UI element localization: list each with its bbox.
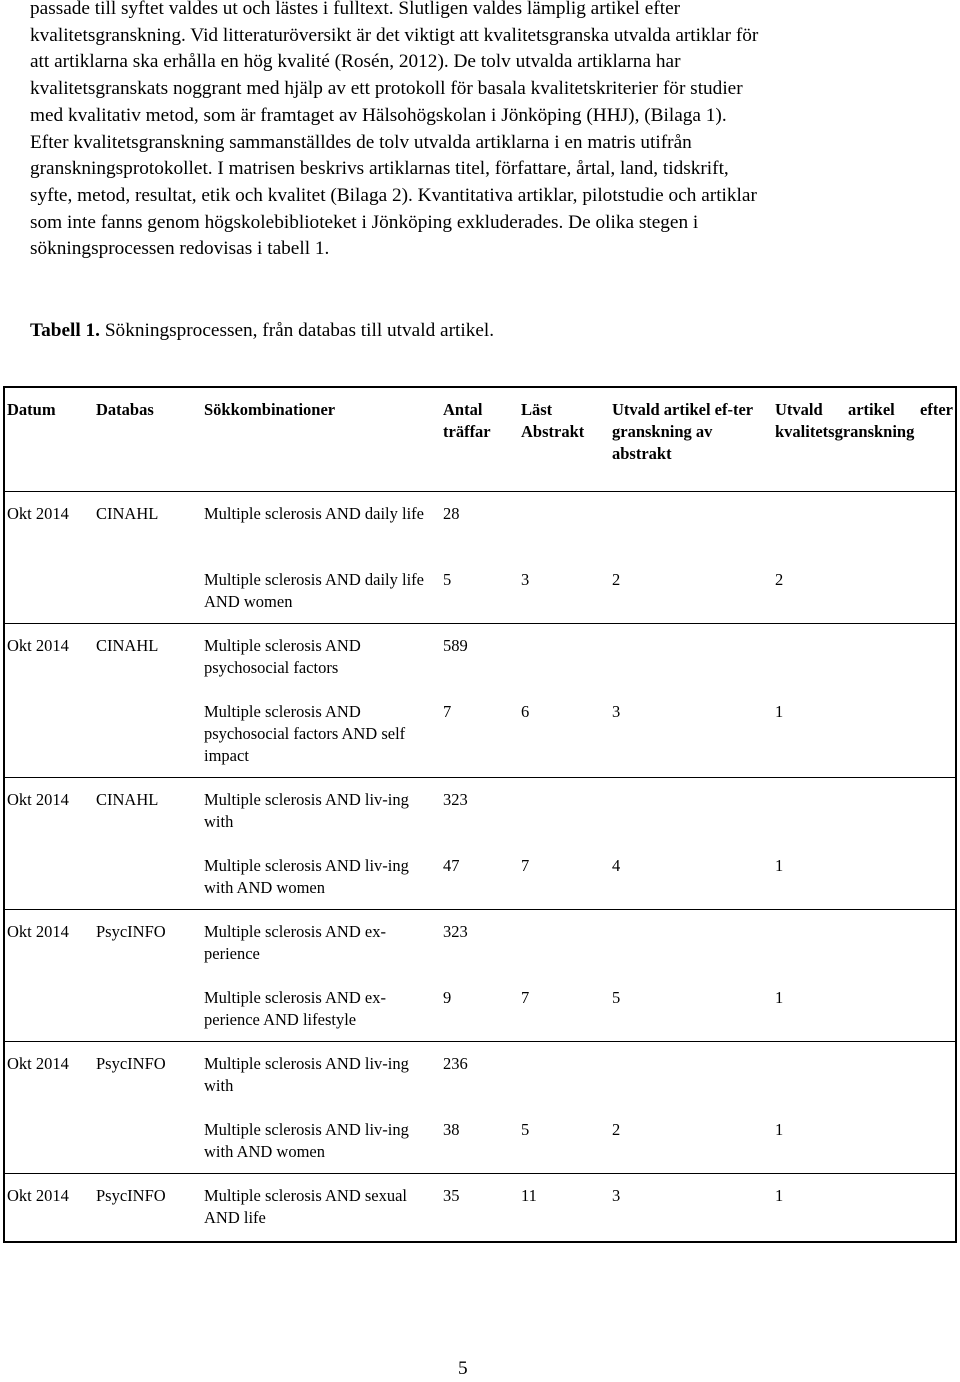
paragraph-line: med kvalitativ metod, som är framtaget av Hälsohögskolan i Jönköping (HHJ), (Bilaga 1). <box>30 104 727 126</box>
cell-utvald-kvalitet: 1 <box>775 988 784 1007</box>
cell-search: Multiple sclerosis AND liv-ing with <box>204 1054 409 1095</box>
cell-search: Multiple sclerosis AND liv-ing with AND women <box>204 856 409 897</box>
cell-databas: PsycINFO <box>96 1186 166 1205</box>
cell-search: Multiple sclerosis AND sexual AND life <box>204 1186 408 1227</box>
cell-utvald-kvalitet: 1 <box>775 856 784 875</box>
cell-databas: CINAHL <box>96 790 159 809</box>
paragraph-line: Efter kvalitetsgranskning sammanställdes de tolv utvalda artiklarna i en matris utifrån <box>30 131 692 153</box>
table-caption <box>30 318 494 344</box>
cell-utvald-kvalitet: 1 <box>775 1120 784 1139</box>
cell-last: 11 <box>521 1186 537 1205</box>
paragraph-line: som inte fanns genom högskolebiblioteket i Jönköping exkluderades. De olika stegen i <box>30 211 699 233</box>
cell-databas: PsycINFO <box>96 1054 166 1073</box>
cell-utvald-abstrakt: 3 <box>612 702 621 721</box>
table-divider <box>3 777 957 778</box>
cell-search: Multiple sclerosis AND liv-ing with <box>204 790 409 831</box>
cell-utvald-abstrakt: 2 <box>612 570 621 589</box>
body-paragraph <box>30 0 935 263</box>
cell-datum: Okt 2014 <box>7 1186 69 1205</box>
cell-search: Multiple sclerosis AND ex-perience AND lifestyle <box>204 988 386 1029</box>
table-divider <box>3 1041 957 1042</box>
cell-databas: PsycINFO <box>96 922 166 941</box>
cell-search: Multiple sclerosis AND daily life <box>204 504 424 523</box>
table-divider <box>3 491 957 492</box>
cell-search: Multiple sclerosis AND ex-perience <box>204 922 386 963</box>
cell-antal: 28 <box>443 504 460 523</box>
paragraph-line: granskningsprotokollet. I matrisen beskrivs artiklarnas titel, författare, årtal, land, tidskrift, <box>30 158 729 180</box>
table-caption-text: Sökningsprocessen, från databas till utvald artikel. <box>100 320 495 341</box>
cell-antal: 38 <box>443 1120 460 1139</box>
cell-antal: 35 <box>443 1186 460 1205</box>
cell-antal: 589 <box>443 636 468 655</box>
cell-datum: Okt 2014 <box>7 504 69 523</box>
cell-last: 7 <box>521 988 530 1007</box>
cell-antal: 323 <box>443 922 468 941</box>
cell-search: Multiple sclerosis AND liv-ing with AND women <box>204 1120 409 1161</box>
cell-datum: Okt 2014 <box>7 636 69 655</box>
cell-utvald-abstrakt: 4 <box>612 856 621 875</box>
header-datum: Datum <box>7 400 56 419</box>
header-last-abstrakt: Läst Abstrakt <box>521 400 585 441</box>
page-number: 5 <box>458 1358 468 1379</box>
cell-last: 5 <box>521 1120 530 1139</box>
cell-utvald-kvalitet: 2 <box>775 570 784 589</box>
paragraph-line: syfte, metod, resultat, etik och kvalitet (Bilaga 2). Kvantitativa artiklar, pilotstudie och artiklar <box>30 184 757 206</box>
table-divider <box>3 623 957 624</box>
cell-search: Multiple sclerosis AND psychosocial factors <box>204 636 361 677</box>
cell-last: 7 <box>521 856 530 875</box>
cell-last: 6 <box>521 702 530 721</box>
cell-utvald-kvalitet: 1 <box>775 1186 784 1205</box>
cell-utvald-abstrakt: 2 <box>612 1120 621 1139</box>
cell-antal: 236 <box>443 1054 468 1073</box>
table-divider <box>3 1173 957 1174</box>
header-utvald-kvalitet: Utvald artikel efter kvalitetsgranskning <box>775 400 953 441</box>
table-caption-label: Tabell 1. <box>30 320 101 341</box>
cell-databas: CINAHL <box>96 504 159 523</box>
header-sokkombinationer: Sökkombinationer <box>204 400 336 419</box>
cell-databas: CINAHL <box>96 636 159 655</box>
cell-search: Multiple sclerosis AND psychosocial factors AND self impact <box>204 702 406 765</box>
paragraph-line: kvalitetsgranskats noggrant med hjälp av ett protokoll för basala kvalitetskriterier för studier <box>30 78 743 100</box>
cell-datum: Okt 2014 <box>7 922 69 941</box>
cell-last: 3 <box>521 570 530 589</box>
cell-utvald-abstrakt: 3 <box>612 1186 621 1205</box>
paragraph-line: kvalitetsgranskning. Vid litteraturöversikt är det viktigt att kvalitetsgranska utvalda artiklar för <box>30 24 759 46</box>
paragraph-line: passade till syftet valdes ut och lästes i fulltext. Slutligen valdes lämplig artikel efter <box>30 0 681 19</box>
table-divider <box>3 909 957 910</box>
cell-antal: 47 <box>443 856 460 875</box>
cell-antal: 323 <box>443 790 468 809</box>
cell-antal: 9 <box>443 988 452 1007</box>
header-antal-traffar: Antal träffar <box>443 400 491 441</box>
cell-antal: 5 <box>443 570 452 589</box>
cell-utvald-kvalitet: 1 <box>775 702 784 721</box>
cell-datum: Okt 2014 <box>7 790 69 809</box>
paragraph-line: sökningsprocessen redovisas i tabell 1. <box>30 238 330 260</box>
paragraph-line: att artiklarna ska erhålla en hög kvalité (Rosén, 2012). De tolv utvalda artiklarna har <box>30 51 681 73</box>
cell-utvald-abstrakt: 5 <box>612 988 621 1007</box>
header-utvald-abstrakt: Utvald artikel ef-ter granskning av abstrakt <box>612 400 753 463</box>
cell-antal: 7 <box>443 702 452 721</box>
cell-datum: Okt 2014 <box>7 1054 69 1073</box>
header-databas: Databas <box>96 400 154 419</box>
cell-search: Multiple sclerosis AND daily life AND women <box>204 570 424 611</box>
